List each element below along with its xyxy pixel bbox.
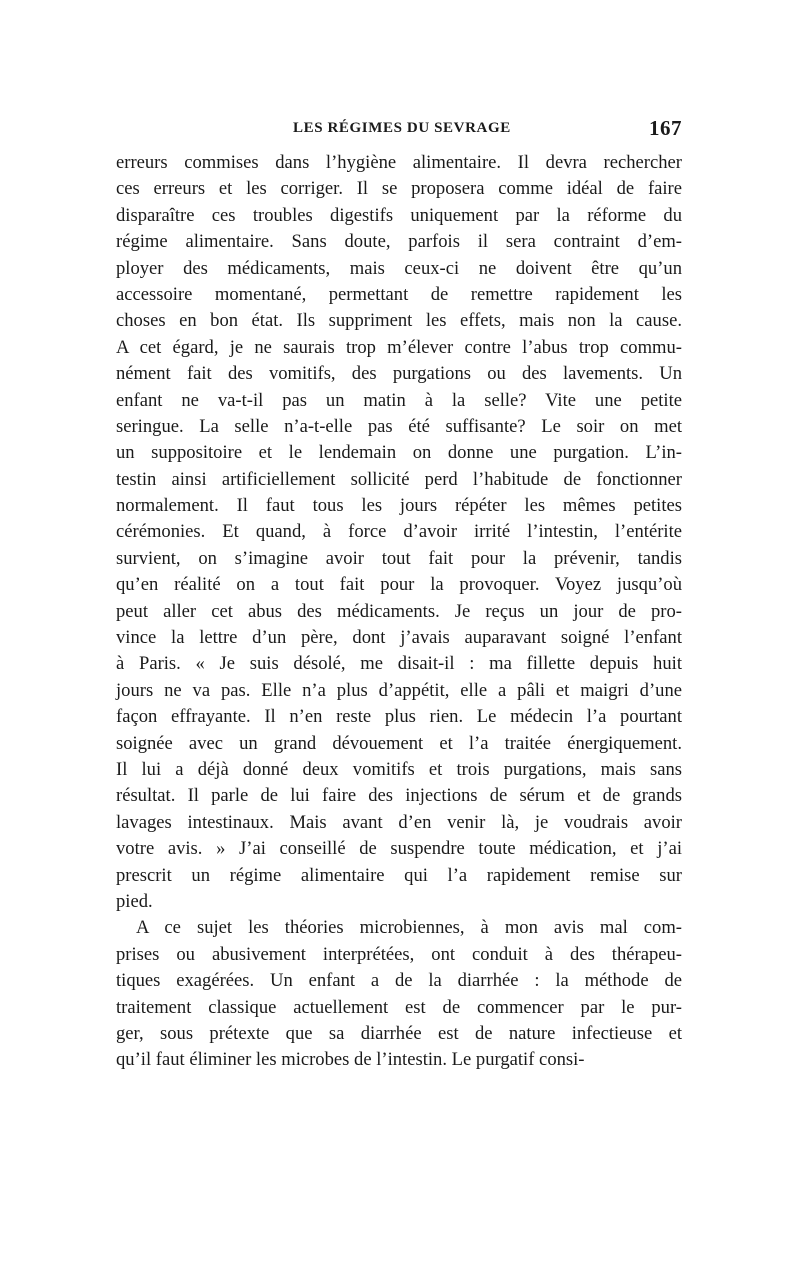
text-line: testin ainsi artificiellement sollicité perd l’habitude de fonctionner xyxy=(116,468,682,490)
text-line: ces erreurs et les corriger. Il se proposera comme idéal de faire xyxy=(116,178,682,200)
text-line: régime alimentaire. Sans doute, parfois il sera contraint d’em- xyxy=(116,231,682,253)
text-line: disparaître ces troubles digestifs uniquement par la réforme du xyxy=(116,204,682,226)
text-line: votre avis. » J’ai conseillé de suspendre toute médication, et j’ai xyxy=(116,838,682,860)
text-line: à Paris. « Je suis désolé, me disait-il : ma fillette depuis huit xyxy=(116,653,682,675)
text-line: accessoire momentané, permettant de remettre rapidement les xyxy=(116,283,682,305)
paragraph xyxy=(116,150,682,915)
text-line: un suppositoire et le lendemain on donne une purgation. L’in- xyxy=(116,442,682,464)
text-line: ployer des médicaments, mais ceux-ci ne doivent être qu’un xyxy=(116,257,682,279)
paragraph xyxy=(116,915,682,1073)
text-line: nément fait des vomitifs, des purgations ou des lavements. Un xyxy=(116,363,682,385)
text-line: tiques exagérées. Un enfant a de la diarrhée : la méthode de xyxy=(116,970,682,992)
text-line: normalement. Il faut tous les jours répéter les mêmes petites xyxy=(116,495,682,517)
text-line: prescrit un régime alimentaire qui l’a rapidement remise sur xyxy=(116,864,682,886)
text-line: A ce sujet les théories microbiennes, à mon avis mal com- xyxy=(136,917,682,939)
text-line: résultat. Il parle de lui faire des injections de sérum et de grands xyxy=(116,785,682,807)
text-line: traitement classique actuellement est de commencer par le pur- xyxy=(116,996,682,1018)
text-line: qu’en réalité on a tout fait pour la provoquer. Voyez jusqu’où xyxy=(116,574,682,596)
page-number: 167 xyxy=(649,116,682,140)
text-line: vince la lettre d’un père, dont j’avais auparavant soigné l’enfant xyxy=(116,627,682,649)
body-text xyxy=(116,150,682,1074)
text-line: A cet égard, je ne saurais trop m’élever contre l’abus trop commu- xyxy=(116,336,682,358)
text-line: ger, sous prétexte que sa diarrhée est de nature infectieuse et xyxy=(116,1022,682,1044)
text-line: pied. xyxy=(116,890,153,912)
text-line: cérémonies. Et quand, à force d’avoir irrité l’intestin, l’entérite xyxy=(116,521,682,543)
running-head xyxy=(116,112,682,142)
text-line: Il lui a déjà donné deux vomitifs et trois purgations, mais sans xyxy=(116,758,682,780)
book-page xyxy=(116,112,682,1074)
text-line: soignée avec un grand dévouement et l’a traitée énergiquement. xyxy=(116,732,682,754)
running-title: LES RÉGIMES DU SEVRAGE xyxy=(293,120,511,136)
text-line: prises ou abusivement interprétées, ont conduit à des thérapeu- xyxy=(116,943,682,965)
text-line: jours ne va pas. Elle n’a plus d’appétit, elle a pâli et maigri d’une xyxy=(116,679,682,701)
text-line: façon effrayante. Il n’en reste plus rien. Le médecin l’a pourtant xyxy=(116,706,682,728)
text-line: erreurs commises dans l’hygiène alimentaire. Il devra rechercher xyxy=(116,152,682,173)
text-line: seringue. La selle n’a-t-elle pas été suffisante? Le soir on met xyxy=(116,415,682,437)
text-line: qu’il faut éliminer les microbes de l’intestin. Le purgatif consi- xyxy=(116,1049,585,1071)
text-line: lavages intestinaux. Mais avant d’en venir là, je voudrais avoir xyxy=(116,811,682,833)
text-line: peut aller cet abus des médicaments. Je reçus un jour de pro- xyxy=(116,600,682,622)
text-line: enfant ne va-t-il pas un matin à la selle? Vite une petite xyxy=(116,389,682,411)
text-line: choses en bon état. Ils suppriment les effets, mais non la cause. xyxy=(116,310,682,332)
text-line: survient, on s’imagine avoir tout fait pour la prévenir, tandis xyxy=(116,547,682,569)
